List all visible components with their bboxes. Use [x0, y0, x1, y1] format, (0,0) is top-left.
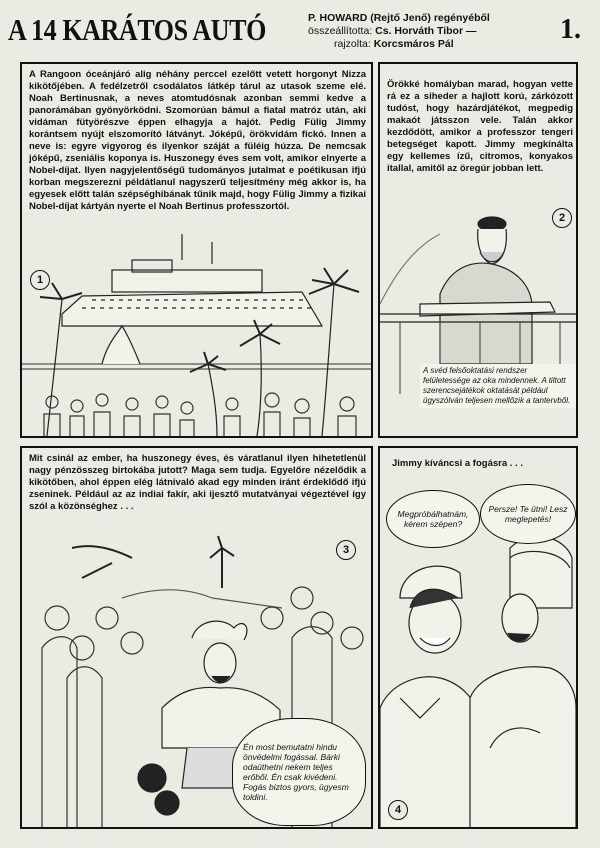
panel-3-speech-bubble: Én most bemutatni hindu önvédelmi fogással. Bárki odaüthetni nekem teljes erőből. Én csak kivédeni. Fogás biztos gyors, ügyesm toldini. — [232, 718, 366, 826]
compiled-by: Cs. Horváth Tibor — [375, 25, 464, 37]
panel-1-number: 1 — [30, 270, 50, 290]
panel-4 — [378, 446, 578, 829]
panel-4-speech-bubble-right: Persze! Te ütni! Lesz meglepetés! — [480, 484, 576, 544]
drawn-by: Korcsmáros Pál — [373, 38, 454, 50]
credits-block — [308, 12, 490, 51]
drawn-label: rajzolta: — [334, 38, 371, 50]
panel-3 — [20, 446, 373, 829]
panel-2 — [378, 62, 578, 438]
panel-2-narration: Örökké homályban marad, hogyan vette rá ez a siheder a hajlott korú, zárkózott tudóst, hogy hazárdjátékot, megpedig makaót játsszon vele. Talán akkor kezdődött, amikor a professzor tengeri betegséget kapott. Jimmy megkínálta egy kellemes ízű, citromos, konyakos itallal, amitől az öregúr jobban lett. — [387, 79, 573, 174]
comic-title: A 14 KARÁTOS AUTÓ — [8, 12, 266, 47]
compiled-label: összeállította: — [308, 25, 373, 37]
issue-number: 1. — [560, 14, 581, 45]
panel-3-number: 3 — [336, 540, 356, 560]
panel-4-narration: Jimmy kíváncsi a fogásra . . . — [392, 458, 523, 469]
panel-2-number: 2 — [552, 208, 572, 228]
artist-credit — [308, 38, 490, 51]
panel-1-narration: A Rangoon óceánjáró alig néhány perccel ezelőtt vetett horgonyt Nizza kikötőjében. A fedélzetről csodálatos látkép tárul az utasok szeme elé. Noah Bertinusnak, a neves atomtudósnak azonban semmi kedve a panorámában gyönyörködni. Szomorúan bámul a fiatal matróz után, aki vidáman fütyörészve éppen elhagyja a hajót. Pedig Fülig Jimmy korántsem nyújt elszomorító látványt. Jóképű, örökvidám fickó. Innen a neve is: egyre vigyorog és ilyenkor száját a füléig húzza. De nemcsak jóképű, zseniális koponya is. Huszonegy éves sem volt, amikor elnyerte a Nobel-díjat. Ilyen nagyjelentőségű tudományos jutalmat e poétikusan ifjú korban megszerezni példátlanul nagyszerű teljesítmény még akkor is, ha egyesek előtt talán szépséghibának tűnik majd, hogy Fülig Jimmy a fizikai Nobel-díjat kártyán nyerte el Noah Bertinus professzortól. — [29, 69, 366, 212]
panel-4-speech-bubble-left: Megpróbálhatnám, kérem szépen? — [386, 490, 480, 548]
panel-1-drawing — [22, 64, 371, 436]
panel-1 — [20, 62, 373, 438]
compiler-credit — [308, 25, 490, 38]
author-credit: P. HOWARD (Rejtő Jenő) regényéből — [308, 12, 490, 24]
panel-3-narration: Mit csinál az ember, ha huszonegy éves, és váratlanul ilyen hihetetlenül nagy pénzösszeg birtokába jutott? Maga sem tudja. Egyelőre nézelődik a kikötőben, ahol éppen elég látnivaló akad egy minden iránt érdeklődő ifjú zseninek. Például az az indiai fakír, aki ijesztő mutatványai végeztével így szól a közönséghez . . . — [29, 453, 366, 512]
credit-dash: — — [465, 25, 477, 37]
panel-2-caption: A svéd felsőoktatási rendszer felületessége az oka mindennek. A tiltott szerencsejátékok oktatását például úgyszólván teljesen mellőzik a tantervből. — [420, 364, 576, 408]
panel-4-number: 4 — [388, 800, 408, 820]
